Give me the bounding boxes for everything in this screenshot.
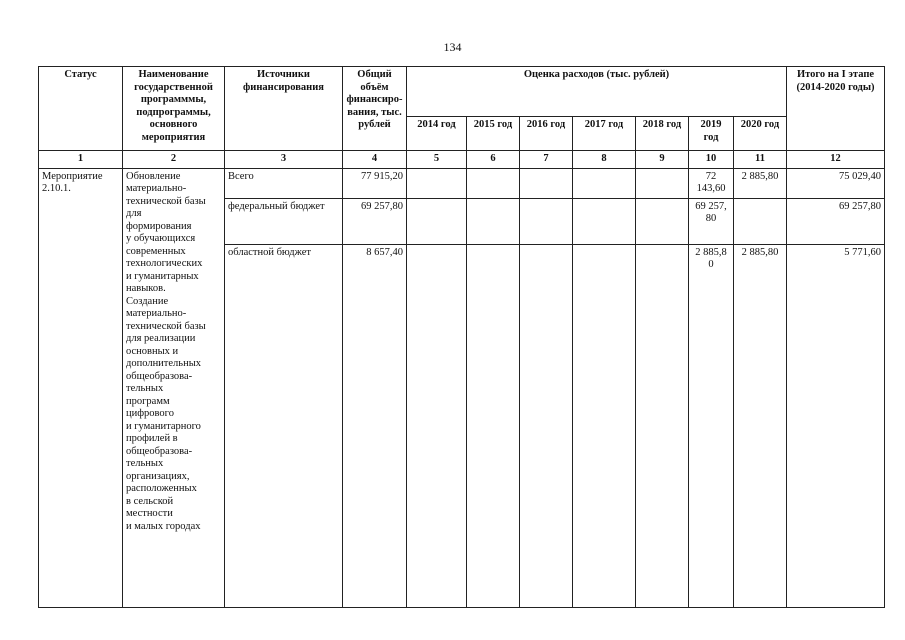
- description-line: и гуманитарного: [126, 420, 201, 432]
- source-cell: Всего: [225, 168, 343, 198]
- description-line: общеобразова-: [126, 445, 193, 457]
- header-year-2020: 2020 год: [734, 117, 787, 151]
- description-line: дополнительных: [126, 358, 202, 369]
- result-cell: 5 771,60: [787, 244, 885, 608]
- description-line: материально-: [126, 308, 187, 319]
- description-line: цифрового: [126, 408, 174, 419]
- description-line: профилей в: [126, 433, 178, 444]
- description-line: навыков.: [126, 283, 166, 294]
- year-cell: 72 143,60: [689, 168, 734, 198]
- year-cell: [520, 198, 573, 244]
- header-sources: Источники финансирования: [225, 67, 343, 151]
- description-line: программ: [126, 395, 170, 407]
- description-line: Создание: [126, 295, 169, 307]
- column-number: 12: [787, 151, 885, 169]
- measure-description: [123, 168, 225, 608]
- column-number: 7: [520, 151, 573, 169]
- header-result: Итого на I этапе (2014-2020 годы): [787, 67, 885, 151]
- total-cell: 69 257,80: [343, 198, 407, 244]
- year-cell: [520, 168, 573, 198]
- column-number: 9: [636, 151, 689, 169]
- year-cell: [734, 198, 787, 244]
- description-line: и гуманитарных: [126, 270, 199, 282]
- description-line: формирования: [126, 220, 192, 232]
- description-line: для: [126, 208, 142, 219]
- column-number: 8: [573, 151, 636, 169]
- measure-status: Мероприятие 2.10.1.: [39, 168, 123, 608]
- description-line: местности: [126, 508, 173, 519]
- column-number: 5: [407, 151, 467, 169]
- description-line: у обучающихся: [126, 233, 196, 244]
- header-year-2017: 2017 год: [573, 117, 636, 151]
- description-line: современных: [126, 245, 186, 257]
- column-number: 3: [225, 151, 343, 169]
- page-number: 134: [443, 40, 462, 54]
- result-cell: 75 029,40: [787, 168, 885, 198]
- description-line: технической базы: [126, 320, 206, 332]
- column-number: 6: [467, 151, 520, 169]
- year-cell: [636, 168, 689, 198]
- result-cell: 69 257,80: [787, 198, 885, 244]
- column-number: 4: [343, 151, 407, 169]
- year-cell: [407, 198, 467, 244]
- source-cell: федеральный бюджет: [225, 198, 343, 244]
- year-cell: [573, 168, 636, 198]
- header-year-2016: 2016 год: [520, 117, 573, 151]
- year-cell: [573, 198, 636, 244]
- total-cell: 77 915,20: [343, 168, 407, 198]
- description-line: для реализации: [126, 333, 196, 344]
- source-cell: областной бюджет: [225, 244, 343, 608]
- column-number: 1: [39, 151, 123, 169]
- description-line: тельных: [126, 458, 164, 469]
- column-number-row: [39, 151, 885, 169]
- year-cell: [467, 168, 520, 198]
- year-cell: [407, 244, 467, 608]
- header-total-volume: Общий объём финансиро-вания, тыс. рублей: [343, 67, 407, 151]
- column-number: 2: [123, 151, 225, 169]
- header-name: Наименование государственной программмы, подпрограммы, основного мероприятия: [123, 67, 225, 151]
- description-line: технической базы: [126, 195, 206, 207]
- column-number: 11: [734, 151, 787, 169]
- description-line: и малых городах: [126, 520, 201, 532]
- year-cell: [636, 244, 689, 608]
- description-line: расположенных: [126, 483, 197, 494]
- year-cell: [407, 168, 467, 198]
- year-cell: [467, 244, 520, 608]
- description-line: в сельской: [126, 495, 174, 507]
- total-cell: 8 657,40: [343, 244, 407, 608]
- description-line: основных и: [126, 345, 179, 357]
- year-cell: [573, 244, 636, 608]
- header-year-2015: 2015 год: [467, 117, 520, 151]
- budget-table: [38, 66, 885, 608]
- header-year-2019: 2019 год: [689, 117, 734, 151]
- year-cell: 2 885,8 0: [689, 244, 734, 608]
- year-cell: 2 885,80: [734, 244, 787, 608]
- header-year-2018: 2018 год: [636, 117, 689, 151]
- description-line: материально-: [126, 183, 187, 194]
- header-status: Статус: [39, 67, 123, 151]
- description-line: организациях,: [126, 470, 190, 482]
- header-estimate: Оценка расходов (тыс. рублей): [407, 67, 787, 117]
- description-line: общеобразова-: [126, 370, 193, 382]
- header-year-2014: 2014 год: [407, 117, 467, 151]
- description-line: тельных: [126, 383, 164, 394]
- year-cell: [636, 198, 689, 244]
- year-cell: [467, 198, 520, 244]
- column-number: 10: [689, 151, 734, 169]
- description-line: Обновление: [126, 170, 181, 182]
- year-cell: [520, 244, 573, 608]
- year-cell: 69 257, 80: [689, 198, 734, 244]
- year-cell: 2 885,80: [734, 168, 787, 198]
- table-row: [39, 168, 885, 198]
- description-line: технологических: [126, 258, 203, 269]
